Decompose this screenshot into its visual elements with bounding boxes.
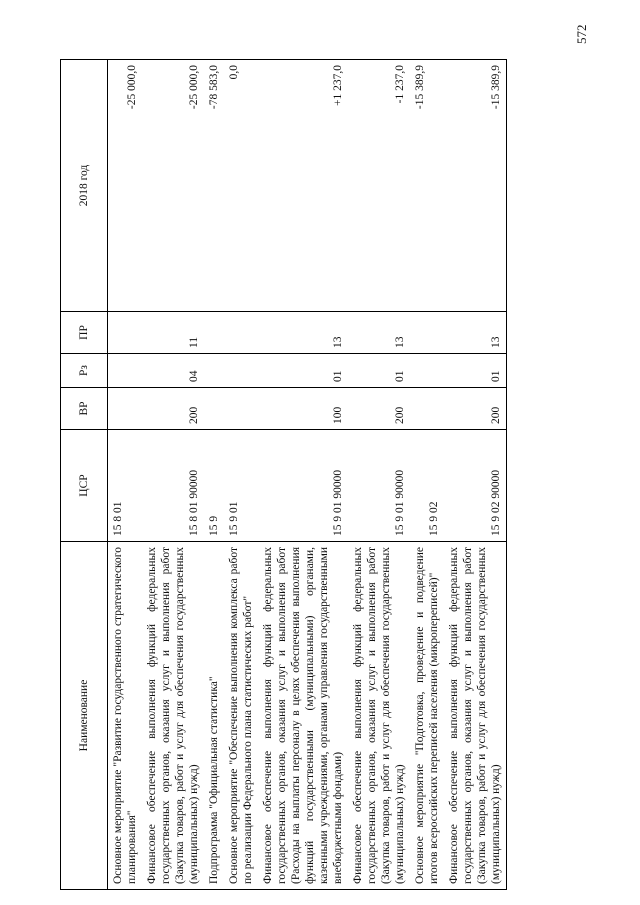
row-rz [204, 354, 224, 388]
row-vr [108, 388, 143, 430]
row-name: Финансовое обеспечение выполнения функций федеральных государственных органов, оказания услуг и выполнения работ (Закупка товаров, работ и услуг для обеспечения государственных (муниципальных) нужд) [348, 542, 410, 890]
row-rz: 01 [348, 354, 410, 388]
row-name: Основное мероприятие "Обеспечение выполнения комплекса работ по реализации Федерального плана статистических работ" [224, 542, 258, 890]
table-row [348, 60, 410, 890]
row-pr: 13 [444, 312, 507, 354]
table-row [204, 60, 224, 890]
row-vr [204, 388, 224, 430]
row-pr [204, 312, 224, 354]
row-rz: 01 [258, 354, 348, 388]
row-pr [108, 312, 143, 354]
row-rz [410, 354, 444, 388]
row-vr [410, 388, 444, 430]
row-csr: 15 8 01 [108, 430, 143, 542]
row-amount: -25 000,0 [142, 60, 204, 312]
row-pr: 13 [258, 312, 348, 354]
row-amount: -15 389,9 [444, 60, 507, 312]
row-name: Основное мероприятие "Развитие государственного стратегического планирования" [108, 542, 143, 890]
rotated-page-area [60, 60, 620, 890]
row-vr: 200 [348, 388, 410, 430]
table-row [142, 60, 204, 890]
row-name: Финансовое обеспечение выполнения функций федеральных государственных органов, оказания услуг и выполнения работ (Закупка товаров, работ и услуг для обеспечения государственных (муниципальных) нужд) [444, 542, 507, 890]
row-amount: 0,0 [224, 60, 258, 312]
row-rz [108, 354, 143, 388]
row-amount: -1 237,0 [348, 60, 410, 312]
budget-table [60, 59, 507, 890]
table-row [224, 60, 258, 890]
row-amount: -15 389,9 [410, 60, 444, 312]
row-csr: 15 9 01 [224, 430, 258, 542]
table-row [258, 60, 348, 890]
row-pr: 13 [348, 312, 410, 354]
row-rz [224, 354, 258, 388]
row-csr: 15 9 01 90000 [258, 430, 348, 542]
table-row [444, 60, 507, 890]
page-number: 572 [574, 24, 589, 44]
row-vr: 200 [444, 388, 507, 430]
row-csr: 15 9 [204, 430, 224, 542]
table-row [410, 60, 444, 890]
row-name: Подпрограмма "Официальная статистика" [204, 542, 224, 890]
row-name: Финансовое обеспечение выполнения функций федеральных государственных органов, оказания услуг и выполнения работ (Расходы на выплаты персоналу в целях обеспечения выполнения функций государственными (муниципальными) органами, казенными учреждениями, органами управления государственными внебюджетными фондами) [258, 542, 348, 890]
row-name: Основное мероприятие "Подготовка, проведение и подведение итогов всероссийских переписей населения (микропереписей)" [410, 542, 444, 890]
row-amount: -78 583,0 [204, 60, 224, 312]
row-rz: 01 [444, 354, 507, 388]
header-csr: ЦСР [61, 430, 108, 542]
row-rz: 04 [142, 354, 204, 388]
header-pr: ПР [61, 312, 108, 354]
table-header-row [61, 60, 108, 890]
row-csr: 15 9 02 90000 [444, 430, 507, 542]
header-rz: Рз [61, 354, 108, 388]
row-amount: -25 000,0 [108, 60, 143, 312]
row-vr: 200 [142, 388, 204, 430]
row-csr: 15 8 01 90000 [142, 430, 204, 542]
row-vr [224, 388, 258, 430]
table-row [108, 60, 143, 890]
row-pr: 11 [142, 312, 204, 354]
budget-table-container [60, 60, 620, 890]
row-csr: 15 9 02 [410, 430, 444, 542]
row-pr [410, 312, 444, 354]
header-vr: ВР [61, 388, 108, 430]
row-pr [224, 312, 258, 354]
header-year: 2018 год [61, 60, 108, 312]
row-name: Финансовое обеспечение выполнения функций федеральных государственных органов, оказания услуг и выполнения работ (Закупка товаров, работ и услуг для обеспечения государственных (муниципальных) нужд) [142, 542, 204, 890]
row-amount: +1 237,0 [258, 60, 348, 312]
header-name: Наименование [61, 542, 108, 890]
row-vr: 100 [258, 388, 348, 430]
row-csr: 15 9 01 90000 [348, 430, 410, 542]
